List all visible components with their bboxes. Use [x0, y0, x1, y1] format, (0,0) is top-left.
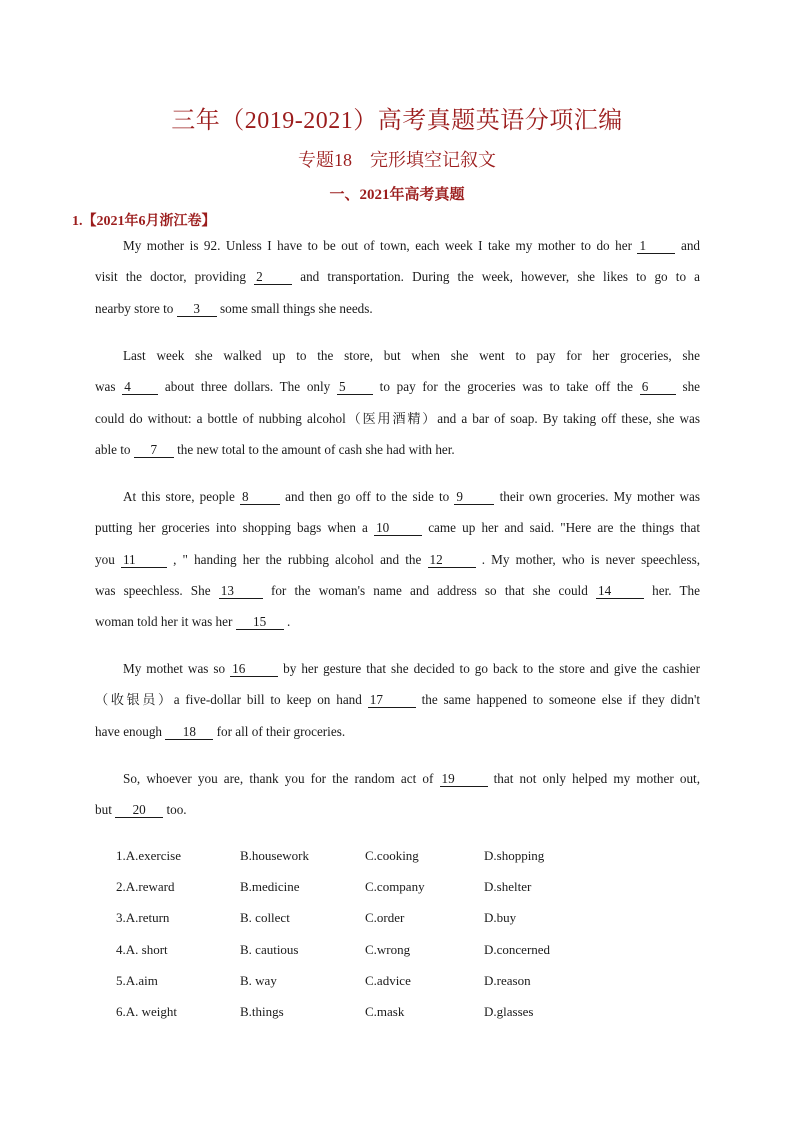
option-b: B.things	[240, 1003, 284, 1019]
paragraph-4	[95, 653, 700, 747]
blank: 12	[428, 552, 476, 568]
blank: 6	[640, 379, 676, 395]
option-b: B.medicine	[240, 879, 300, 895]
blank: 3	[177, 301, 217, 317]
blank: 5	[337, 379, 373, 395]
option-a: 3.A.return	[116, 910, 170, 926]
blank: 10	[374, 520, 422, 536]
option-a: 6.A. weight	[116, 1003, 178, 1019]
text-line: Last week she walked up to the store, but when she went to pay for her groceries, she	[123, 348, 700, 363]
question-heading: 1.【2021年6月浙江卷】	[72, 214, 216, 229]
blank: 1	[637, 238, 675, 254]
blank: 19	[440, 771, 488, 787]
text-line: At this store, people 8 and then go off to the side to 9 their own groceries. My mother was	[123, 489, 701, 504]
blank: 7	[134, 442, 174, 458]
text-line: My mother is 92. Unless I have to be out of town, each week I take my mother to do her 1 and	[123, 238, 701, 253]
option-c: C.company	[365, 879, 425, 895]
option-row	[116, 871, 716, 902]
option-a: 2.A.reward	[116, 879, 175, 895]
text-line: woman told her it was her 15 .	[95, 614, 291, 630]
blank: 8	[240, 489, 280, 505]
paragraph-3	[95, 481, 700, 637]
option-d: D.shopping	[484, 848, 545, 863]
text-line: was 4 about three dollars. The only 5 to pay for the groceries was to take off the 6 she	[95, 379, 701, 395]
section-heading: 一、2021年高考真题	[329, 187, 465, 203]
blank: 15	[236, 614, 284, 630]
paragraph-5	[95, 763, 700, 826]
blank: 4	[122, 379, 158, 395]
option-row	[116, 840, 716, 871]
text-line: nearby store to 3 some small things she needs.	[95, 300, 373, 316]
blank: 17	[368, 692, 416, 708]
blank: 18	[165, 724, 213, 740]
blank: 14	[596, 583, 644, 599]
text-line: putting her groceries into shopping bags when a 10 came up her and said. "Here are the things that	[95, 520, 701, 536]
text-line: but 20 too.	[95, 802, 187, 818]
page-title: 三年（2019-2021）高考真题英语分项汇编	[171, 108, 623, 134]
paragraph-1	[95, 230, 700, 324]
option-d: D.buy	[484, 910, 517, 926]
option-b: B. collect	[240, 910, 290, 926]
blank: 16	[230, 661, 278, 677]
blank: 20	[115, 802, 163, 818]
option-row	[116, 996, 716, 1027]
text-line: you 11 , " handing her the rubbing alcohol and the 12 . My mother, who is never speechless,	[95, 551, 701, 567]
option-c: C.advice	[365, 972, 411, 988]
blank: 2	[254, 269, 292, 285]
option-c: C.cooking	[365, 848, 419, 863]
paragraph-2	[95, 340, 700, 465]
blank: 9	[454, 489, 494, 505]
option-a: 5.A.aim	[116, 972, 158, 988]
option-row	[116, 965, 716, 996]
text-line: So, whoever you are, thank you for the random act of 19 that not only helped my mother out,	[123, 771, 701, 786]
option-row	[116, 902, 716, 933]
option-c: C.wrong	[365, 941, 411, 957]
blank: 11	[121, 552, 167, 568]
option-b: B.housework	[240, 848, 309, 863]
option-d: D.reason	[484, 972, 531, 988]
option-c: C.order	[365, 910, 405, 926]
text-line: My mothet was so 16 by her gesture that she decided to go back to the store and give the cashier	[123, 661, 701, 676]
text-line: visit the doctor, providing 2 and transportation. During the week, however, she likes to go to a	[95, 269, 701, 285]
option-b: B. way	[240, 972, 277, 988]
option-row	[116, 934, 716, 965]
option-b: B. cautious	[240, 941, 299, 957]
option-d: D.shelter	[484, 879, 532, 895]
blank: 13	[219, 583, 263, 599]
text-line: could do without: a bottle of nubbing alcohol（医用酒精）and a bar of soap. By taking off these, she was	[95, 410, 700, 426]
option-c: C.mask	[365, 1003, 405, 1019]
text-line: have enough 18 for all of their groceries.	[95, 723, 346, 739]
option-d: D.glasses	[484, 1003, 534, 1019]
answer-options	[116, 840, 716, 1027]
topic-subtitle: 专题18 完形填空记叙文	[298, 150, 496, 170]
option-d: D.concerned	[484, 941, 551, 957]
text-line: （收银员）a five-dollar bill to keep on hand 17 the same happened to someone else if they didn't	[95, 692, 701, 708]
option-a: 4.A. short	[116, 941, 168, 957]
text-line: able to 7 the new total to the amount of cash she had with her.	[95, 441, 455, 457]
option-a: 1.A.exercise	[116, 848, 181, 863]
text-line: was speechless. She 13 for the woman's name and address so that she could 14 her. The	[95, 582, 700, 598]
